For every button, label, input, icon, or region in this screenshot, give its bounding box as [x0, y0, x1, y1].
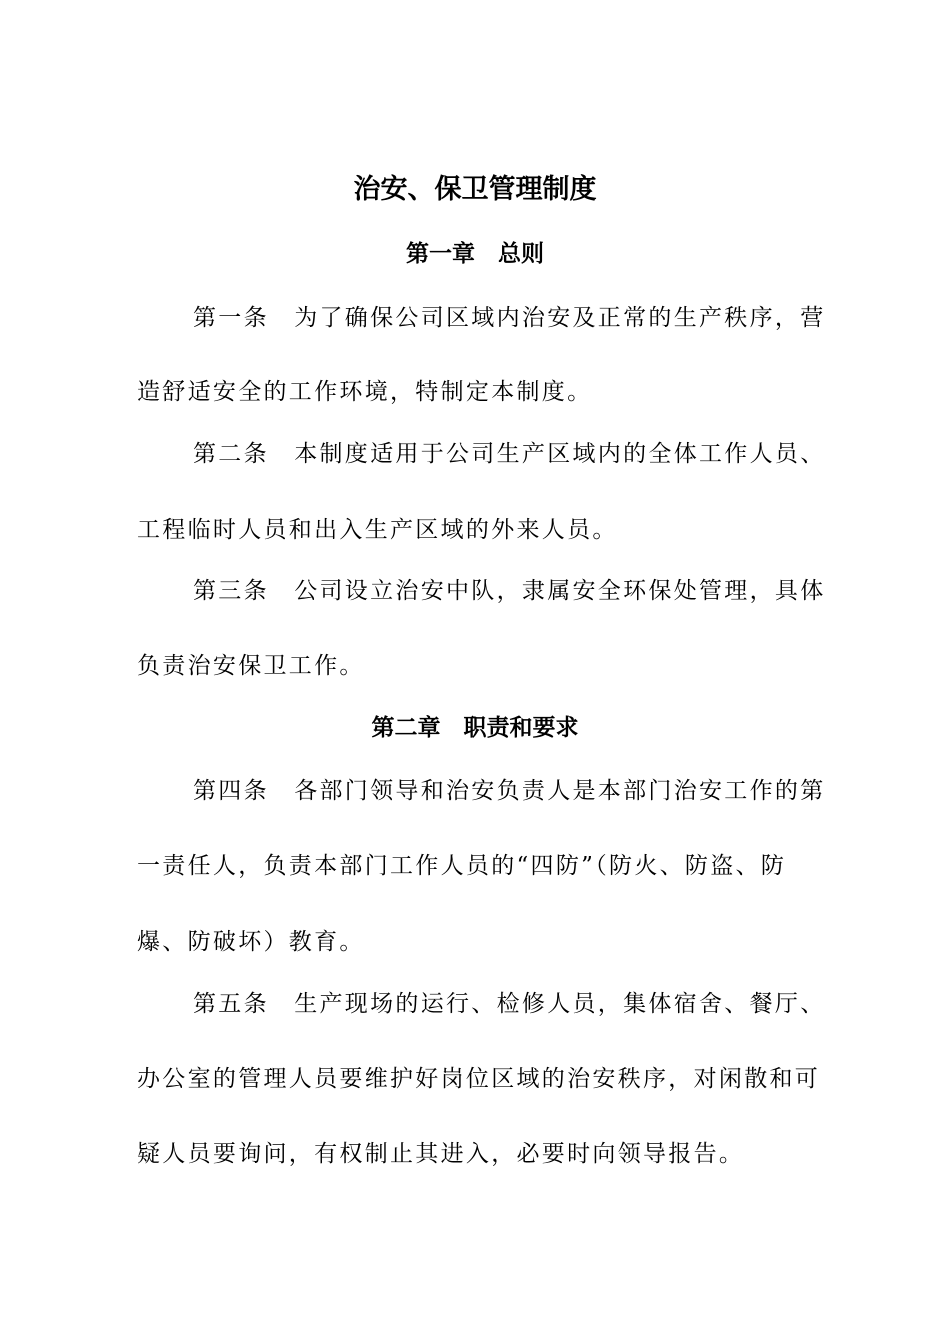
article-1-line-2: 造舒适安全的工作环境，特制定本制度。 — [137, 379, 593, 405]
article-3-line-2: 负责治安保卫工作。 — [137, 653, 365, 679]
chapter-heading-2: 第二章 职责和要求 — [371, 714, 579, 741]
article-4-line-3: 爆、防破坏）教育。 — [137, 929, 365, 955]
document-title: 治安、保卫管理制度 — [353, 174, 597, 205]
article-1-line-1: 第一条 为了确保公司区域内治安及正常的生产秩序，营 — [193, 305, 826, 331]
article-5-line-1: 第五条 生产现场的运行、检修人员，集体宿舍、餐厅、 — [193, 991, 826, 1017]
article-4-line-2: 一责任人，负责本部门工作人员的“四防”（防火、防盗、防 — [137, 853, 787, 879]
chapter-heading-1: 第一章 总则 — [406, 240, 544, 267]
article-4-line-1: 第四条 各部门领导和治安负责人是本部门治安工作的第 — [193, 778, 826, 804]
article-5-line-3: 疑人员要询问，有权制止其进入，必要时向领导报告。 — [137, 1141, 745, 1167]
article-5-line-2: 办公室的管理人员要维护好岗位区域的治安秩序，对闲散和可 — [137, 1066, 821, 1092]
article-3-line-1: 第三条 公司设立治安中队，隶属安全环保处管理，具体 — [193, 578, 826, 604]
article-2-line-1: 第二条 本制度适用于公司生产区域内的全体工作人员、 — [193, 441, 826, 467]
article-2-line-2: 工程临时人员和出入生产区域的外来人员。 — [137, 517, 618, 543]
